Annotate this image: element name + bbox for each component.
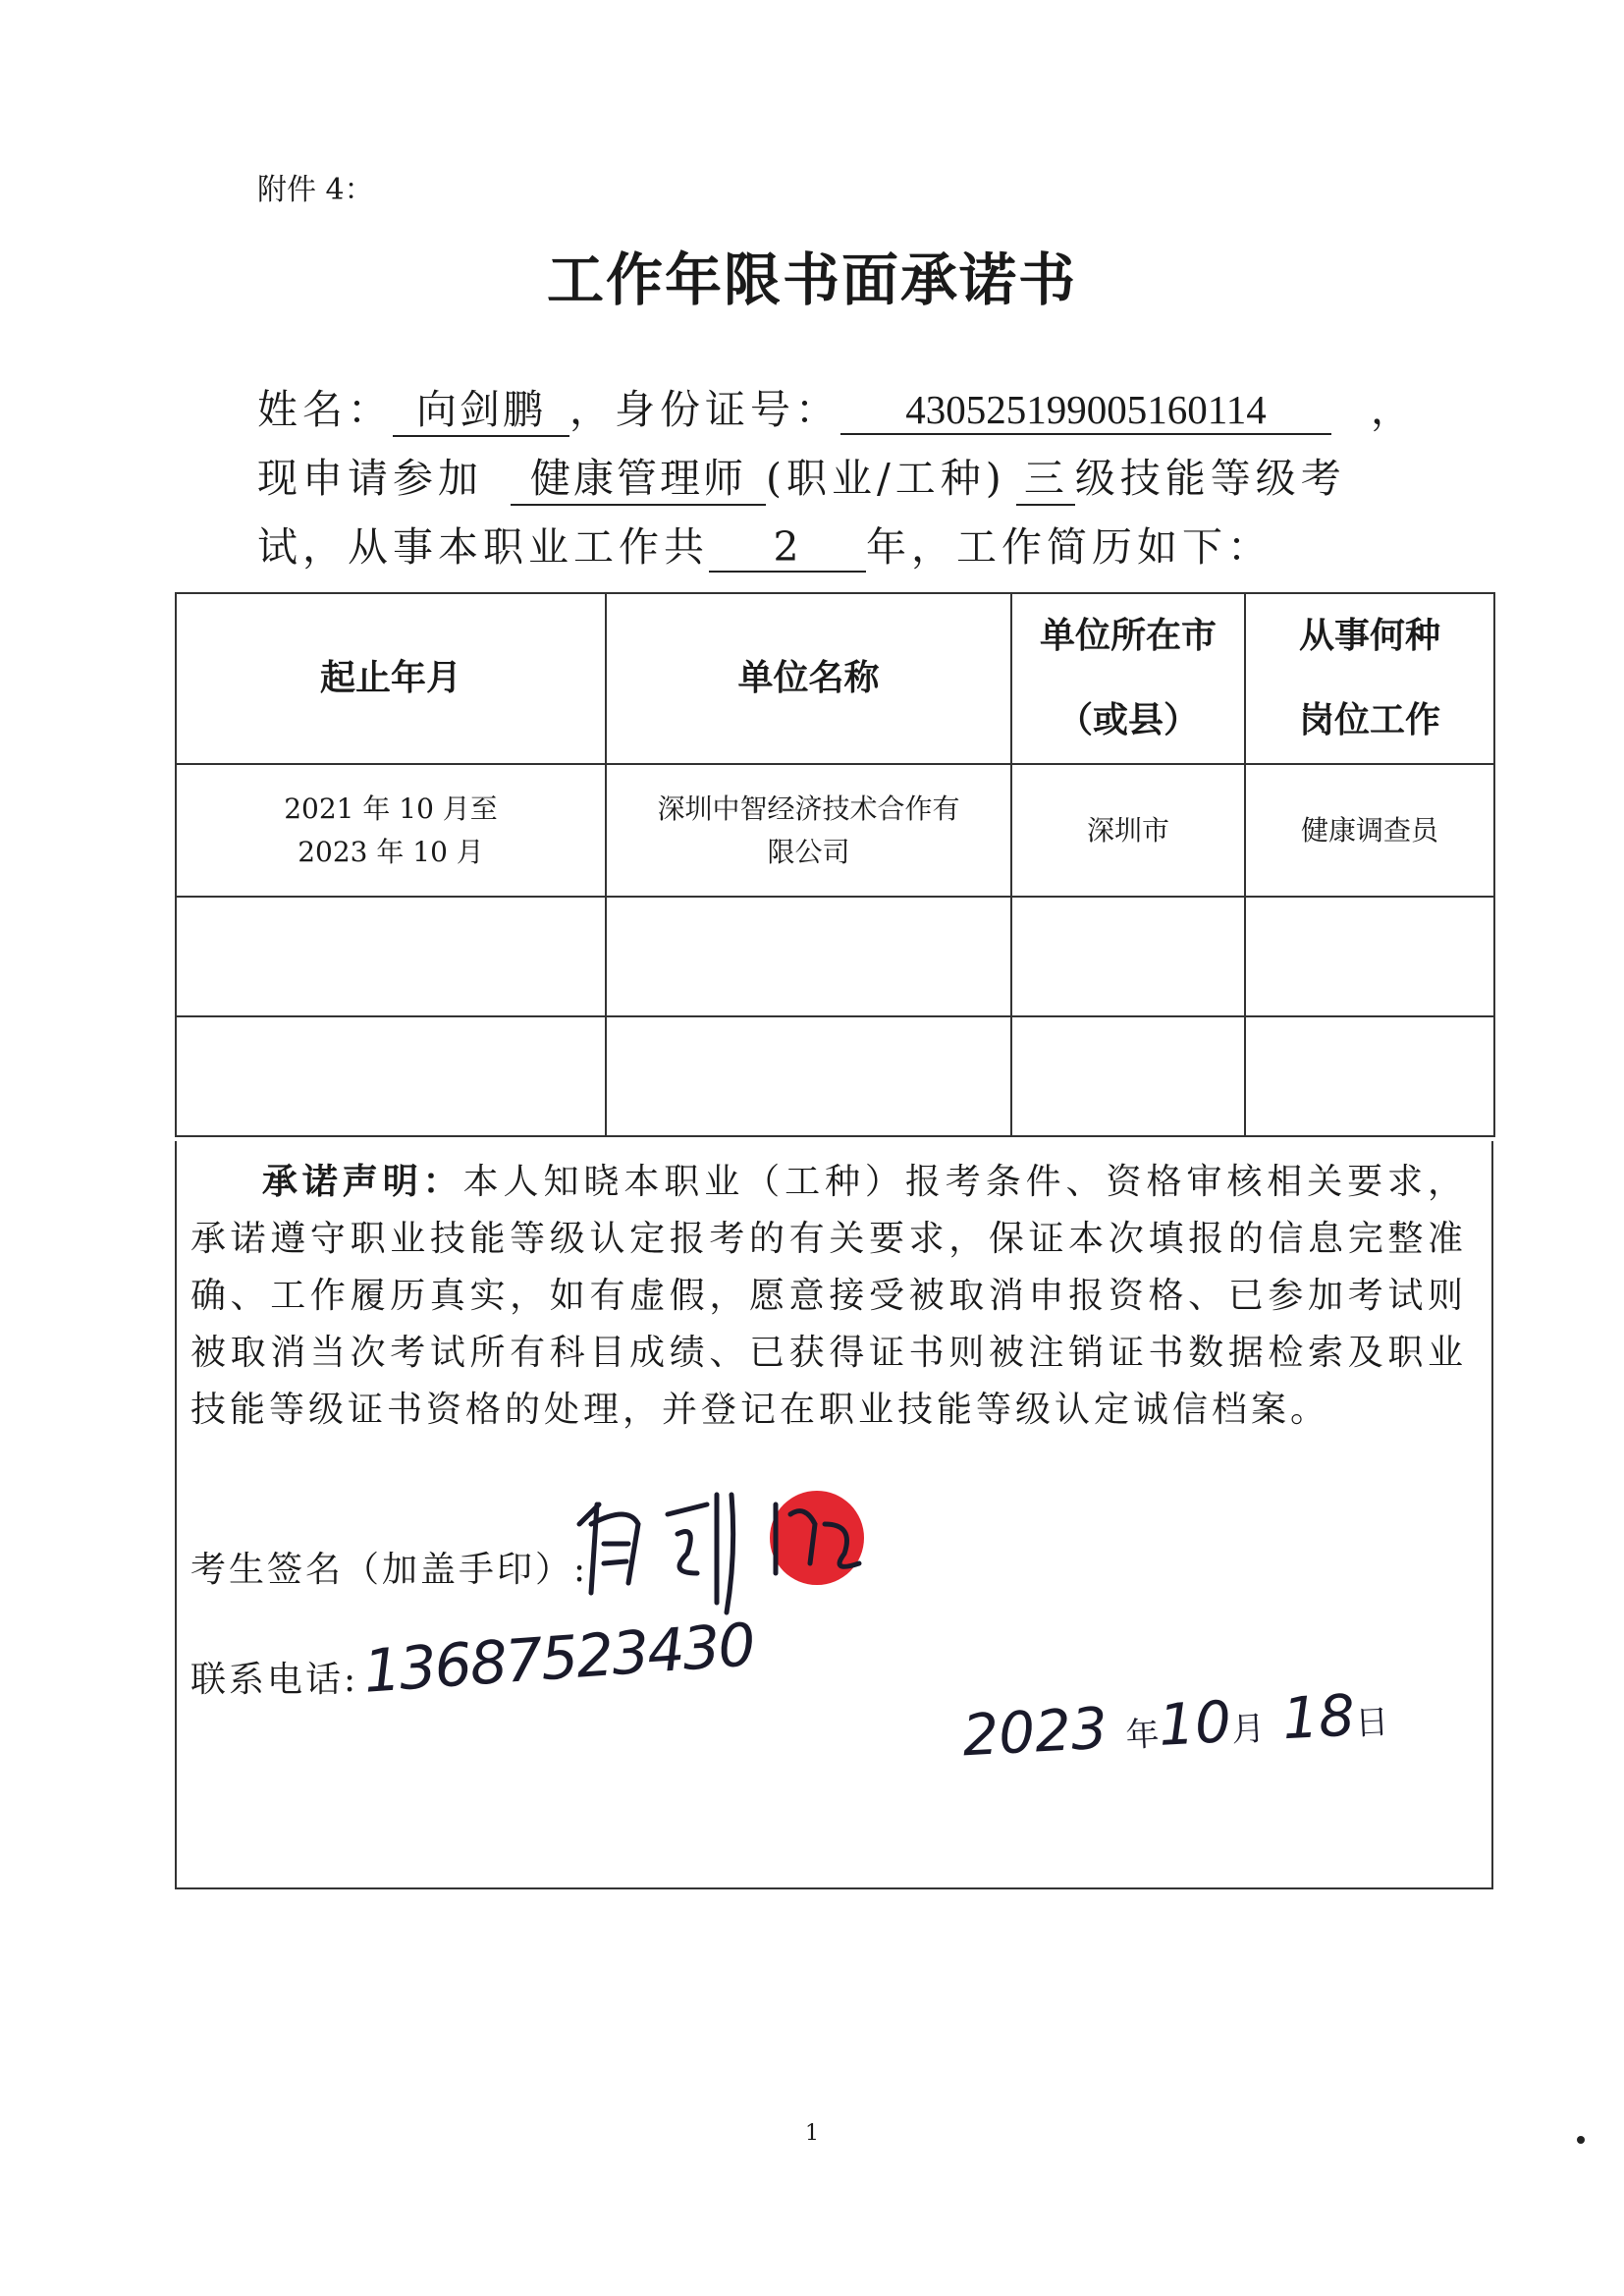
handwritten-signature bbox=[569, 1465, 923, 1622]
handwritten-date bbox=[961, 1680, 1390, 1770]
cell-position bbox=[1245, 1016, 1494, 1136]
table-row bbox=[176, 1016, 1494, 1136]
id-number-field: 430525199005160114 bbox=[840, 386, 1331, 435]
fingerprint-mark bbox=[770, 1491, 864, 1585]
applicant-line-3 bbox=[257, 515, 1272, 573]
cell-city bbox=[1011, 897, 1245, 1016]
attachment-label: 附件 4： bbox=[257, 173, 374, 207]
line-comma: ， bbox=[1371, 386, 1416, 433]
header-city: 单位所在市 （或县） bbox=[1011, 593, 1245, 764]
occupation-suffix: (职业/工种) bbox=[766, 455, 1006, 502]
id-label: ，身份证号： bbox=[569, 386, 840, 433]
date-day: 18 bbox=[1280, 1681, 1357, 1753]
table-header-row bbox=[176, 593, 1494, 764]
header-position: 从事何种 岗位工作 bbox=[1245, 593, 1494, 764]
name-label: 姓名： bbox=[257, 386, 393, 433]
document-title: 工作年限书面承诺书 bbox=[546, 246, 1077, 313]
level-suffix: 级技能等级考 bbox=[1074, 455, 1346, 502]
cell-period bbox=[176, 1016, 606, 1136]
years-suffix: 年，工作简历如下： bbox=[866, 523, 1272, 571]
table-row bbox=[176, 764, 1494, 897]
years-prefix: 试，从事本职业工作共 bbox=[257, 523, 709, 571]
years-field: 2 bbox=[709, 523, 866, 573]
cell-company bbox=[606, 897, 1011, 1016]
cell-position bbox=[1245, 897, 1494, 1016]
signature-label: 考生签名（加盖手印）: bbox=[190, 1550, 589, 1590]
cell-company: 深圳中智经济技术合作有 限公司 bbox=[606, 764, 1011, 897]
work-history-table bbox=[175, 592, 1495, 1137]
name-field: 向剑鹏 bbox=[393, 377, 569, 437]
signature-drawing bbox=[569, 1465, 923, 1622]
cell-period bbox=[176, 897, 606, 1016]
cell-city: 深圳市 bbox=[1011, 764, 1245, 897]
cell-company bbox=[606, 1016, 1011, 1136]
cell-city bbox=[1011, 1016, 1245, 1136]
cell-position: 健康调查员 bbox=[1245, 764, 1494, 897]
header-company: 单位名称 bbox=[606, 593, 1011, 764]
scan-dot bbox=[1577, 2136, 1585, 2144]
date-year: 2023 bbox=[960, 1694, 1110, 1770]
apply-prefix: 现申请参加 bbox=[257, 455, 483, 502]
page-number: 1 bbox=[805, 2121, 819, 2146]
applicant-line-1 bbox=[257, 377, 1416, 437]
table-row bbox=[176, 897, 1494, 1016]
level-field: 三 bbox=[1016, 446, 1075, 506]
applicant-line-2 bbox=[257, 446, 1346, 506]
statement-label: 承诺声明： bbox=[261, 1161, 463, 1202]
header-period: 起止年月 bbox=[176, 593, 606, 764]
handwritten-phone: 13687523430 bbox=[361, 1611, 756, 1707]
occupation-field: 健康管理师 bbox=[511, 446, 766, 506]
phone-label: 联系电话: bbox=[190, 1660, 359, 1700]
cell-period: 2021 年 10 月至 2023 年 10 月 bbox=[176, 764, 606, 897]
statement-text: 本人知晓本职业（工种）报考条件、资格审核相关要求，承诺遵守职业技能等级认定报考的有关要求，保证本次填报的信息完整准确、工作履历真实，如有虚假，愿意接受被取消申报资格、已参加考试则被取消当次考试所有科目成绩、已获得证书则被注销证书数据检索及职业技能等级证书资格的处理，并登记在职业技能等级认定诚信档案。 bbox=[190, 1162, 1467, 1430]
date-month-unit: 月 bbox=[1230, 1709, 1267, 1750]
date-month: 10 bbox=[1157, 1688, 1233, 1759]
promise-section bbox=[175, 1141, 1493, 1889]
date-year-unit: 年 bbox=[1124, 1714, 1161, 1756]
promise-statement bbox=[190, 1153, 1467, 1439]
date-day-unit: 日 bbox=[1354, 1702, 1390, 1744]
